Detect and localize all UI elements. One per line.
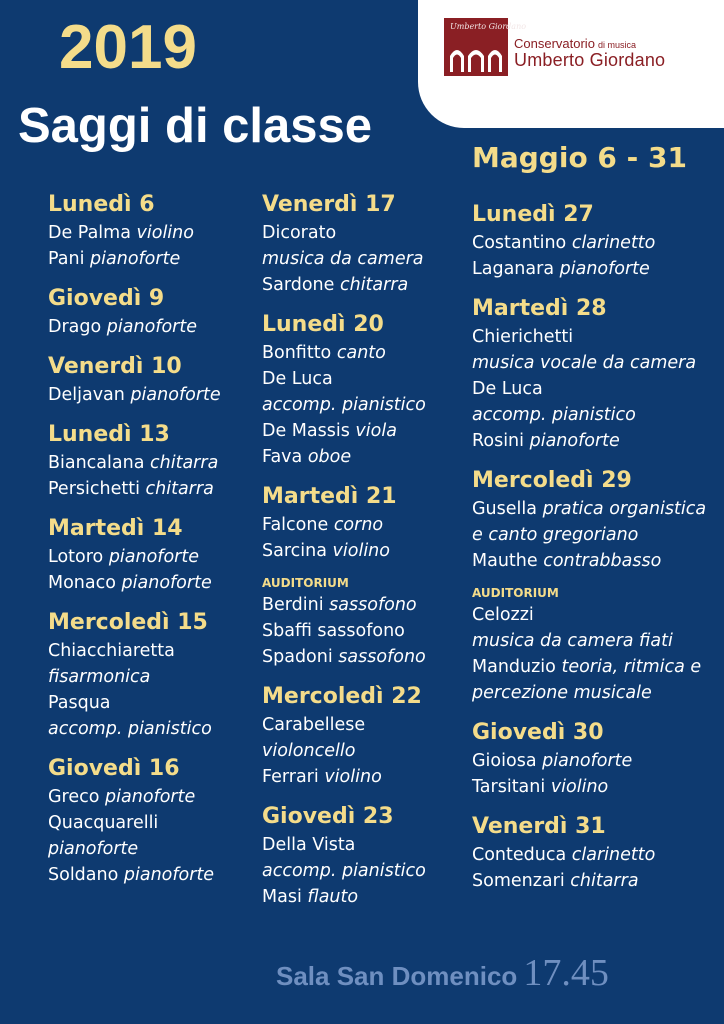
instrument-label: pianoforte <box>105 787 196 807</box>
performer-line <box>472 350 722 376</box>
year-heading: 2019 <box>59 13 197 82</box>
performer-line <box>262 644 502 670</box>
day-block <box>262 310 502 470</box>
performer-line <box>262 832 502 858</box>
performer-line <box>472 496 722 522</box>
instrument-label: pianoforte <box>48 839 139 859</box>
performer-line <box>472 868 722 894</box>
venue-footer <box>276 954 609 992</box>
performer-name: Quacquarelli <box>48 813 159 833</box>
day-heading: Mercoledì 15 <box>48 610 208 635</box>
instrument-label: fisarmonica <box>48 667 151 687</box>
instrument-label: pianoforte <box>90 249 181 269</box>
arches-icon <box>448 42 504 72</box>
performer-line <box>262 392 502 418</box>
instrument-label: violino <box>136 223 194 243</box>
logo-conservatorio: Conservatorio di musica <box>514 36 636 51</box>
performer-line <box>48 544 288 570</box>
performer-line <box>472 402 722 428</box>
performer-name: Celozzi <box>472 605 534 625</box>
day-block <box>262 190 502 298</box>
performer-line <box>472 654 722 680</box>
instrument-label: contrabbasso <box>543 551 662 571</box>
instrument-label: corno <box>333 515 384 535</box>
performer-line <box>262 246 502 272</box>
instrument-label: accomp. pianistico <box>262 861 426 881</box>
conservatory-logo-mark <box>444 18 527 76</box>
performer-line <box>262 444 502 470</box>
instrument-label: clarinetto <box>571 845 656 865</box>
day-block <box>48 608 288 742</box>
day-heading: Lunedì 6 <box>48 192 155 217</box>
instrument-label: canto <box>336 343 386 363</box>
instrument-label: flauto <box>307 887 359 907</box>
instrument-label: e canto gregoriano <box>472 525 639 545</box>
performer-line <box>262 366 502 392</box>
venue-name: Sala San Domenico <box>276 961 518 991</box>
performer-line <box>472 428 722 454</box>
logo-signature: Umberto Giordano <box>450 22 527 31</box>
performer-name: Gusella <box>472 499 537 519</box>
performer-name: Costantino <box>472 233 567 253</box>
day-block <box>472 200 722 282</box>
performer-name: De Massis <box>262 421 350 441</box>
performer-name: Mauthe <box>472 551 538 571</box>
instrument-label: pianoforte <box>121 573 212 593</box>
schedule-column-1 <box>48 190 288 888</box>
performer-name: Fava <box>262 447 303 467</box>
day-heading: Mercoledì 29 <box>472 468 632 493</box>
performer-line <box>262 272 502 298</box>
performer-name: Gioiosa <box>472 751 537 771</box>
instrument-label: accomp. pianistico <box>262 395 426 415</box>
page-title: Saggi di classe <box>18 99 373 153</box>
performer-name: Chiacchiaretta <box>48 641 175 661</box>
performer-line <box>472 230 722 256</box>
instrument-label: pianoforte <box>108 547 199 567</box>
day-block <box>48 514 288 596</box>
instrument-label: pianoforte <box>529 431 620 451</box>
day-heading: Mercoledì 22 <box>262 684 422 709</box>
performer-line <box>48 638 288 664</box>
day-heading: Venerdì 10 <box>48 354 182 379</box>
performer-line <box>48 690 288 716</box>
instrument-label: teoria, ritmica e <box>561 657 702 677</box>
performer-name: Pani <box>48 249 85 269</box>
performer-line <box>472 602 722 628</box>
instrument-label: pianoforte <box>123 865 215 885</box>
instrument-label: percezione musicale <box>472 683 652 703</box>
auditorium-subheading: AUDITORIUM <box>262 576 349 590</box>
performer-name: Drago <box>48 317 102 337</box>
performer-name: Manduzio <box>472 657 556 677</box>
performer-name: De Luca <box>472 379 543 399</box>
performer-line <box>48 570 288 596</box>
day-block <box>472 466 722 706</box>
performer-name: Lotoro <box>48 547 104 567</box>
instrument-label: sassofono <box>338 647 426 667</box>
event-time: 17.45 <box>523 952 609 994</box>
day-heading: Venerdì 31 <box>472 814 606 839</box>
day-heading: Giovedì 30 <box>472 720 604 745</box>
instrument-label: clarinetto <box>571 233 656 253</box>
schedule-column-2 <box>262 190 502 910</box>
performer-name: Chierichetti <box>472 327 574 347</box>
performer-name: Laganara <box>472 259 555 279</box>
performer-line <box>48 836 288 862</box>
performer-line <box>472 522 722 548</box>
performer-name: Persichetti <box>48 479 140 499</box>
performer-line <box>262 764 502 790</box>
day-block <box>48 190 288 272</box>
performer-line <box>48 476 288 502</box>
performer-line <box>48 246 288 272</box>
day-heading: Lunedì 27 <box>472 202 594 227</box>
performer-line <box>48 716 288 742</box>
day-block <box>262 682 502 790</box>
instrument-label: sassofono <box>329 595 417 615</box>
performer-line <box>472 324 722 350</box>
performer-name: Masi <box>262 887 302 907</box>
performer-name: Ferrari <box>262 767 319 787</box>
period-heading: Maggio 6 - 31 <box>472 141 687 174</box>
performer-name: Rosini <box>472 431 525 451</box>
logo-panel <box>418 0 724 128</box>
performer-line <box>262 512 502 538</box>
instrument-label: chitarra <box>150 453 219 473</box>
instrument-label: violoncello <box>262 741 356 761</box>
instrument-label: violino <box>332 541 390 561</box>
day-block <box>472 718 722 800</box>
performer-name: De Luca <box>262 369 333 389</box>
performer-line <box>472 748 722 774</box>
performer-line <box>472 628 722 654</box>
instrument-label: oboe <box>307 447 352 467</box>
instrument-label: pianoforte <box>542 751 633 771</box>
day-block <box>472 812 722 894</box>
day-block <box>262 802 502 910</box>
instrument-label: accomp. pianistico <box>472 405 636 425</box>
instrument-label: accomp. pianistico <box>48 719 212 739</box>
instrument-label: musica da camera <box>262 249 424 269</box>
instrument-label: chitarra <box>145 479 214 499</box>
performer-line <box>262 858 502 884</box>
day-block <box>472 294 722 454</box>
instrument-label: violino <box>324 767 382 787</box>
performer-line <box>262 538 502 564</box>
instrument-label: musica da camera fiati <box>472 631 673 651</box>
performer-line <box>48 220 288 246</box>
performer-name: De Palma <box>48 223 131 243</box>
day-block <box>262 482 502 670</box>
performer-line <box>48 664 288 690</box>
day-block <box>48 754 288 888</box>
schedule-column-3 <box>472 200 722 894</box>
day-heading: Lunedì 13 <box>48 422 170 447</box>
instrument-label: pianoforte <box>130 385 221 405</box>
performer-name: Spadoni <box>262 647 333 667</box>
performer-line <box>472 256 722 282</box>
performer-line <box>48 450 288 476</box>
performer-name: Sardone <box>262 275 335 295</box>
instrument-label: pratica organistica <box>542 499 707 519</box>
performer-name: Conteduca <box>472 845 567 865</box>
performer-line <box>262 418 502 444</box>
performer-name: Greco <box>48 787 100 807</box>
day-heading: Venerdì 17 <box>262 192 396 217</box>
performer-line <box>48 382 288 408</box>
day-block <box>48 420 288 502</box>
day-block <box>48 352 288 408</box>
performer-name: Carabellese <box>262 715 366 735</box>
instrument-label: viola <box>355 421 397 441</box>
performer-name: Biancalana <box>48 453 145 473</box>
instrument-label: violino <box>550 777 609 797</box>
performer-line <box>48 784 288 810</box>
performer-line <box>262 592 502 618</box>
performer-name: Monaco <box>48 573 116 593</box>
performer-name: Sarcina <box>262 541 327 561</box>
day-heading: Giovedì 9 <box>48 286 165 311</box>
performer-name: Tarsitani <box>472 777 546 797</box>
performer-line <box>262 738 502 764</box>
performer-line <box>262 618 502 644</box>
performer-line <box>48 810 288 836</box>
performer-name: Falcone <box>262 515 329 535</box>
instrument-label: chitarra <box>339 275 409 295</box>
performer-line <box>262 220 502 246</box>
day-heading: Martedì 14 <box>48 516 183 541</box>
day-heading: Giovedì 23 <box>262 804 394 829</box>
day-heading: Martedì 21 <box>262 484 397 509</box>
instrument-label: chitarra <box>570 871 639 891</box>
performer-name: Della Vista <box>262 835 356 855</box>
performer-name: Pasqua <box>48 693 111 713</box>
performer-name: Sbaffi sassofono <box>262 621 405 641</box>
performer-name: Dicorato <box>262 223 337 243</box>
performer-line <box>48 862 288 888</box>
performer-line <box>262 884 502 910</box>
performer-line <box>262 712 502 738</box>
day-heading: Lunedì 20 <box>262 312 384 337</box>
performer-line <box>472 774 722 800</box>
day-heading: Giovedì 16 <box>48 756 180 781</box>
day-heading: Martedì 28 <box>472 296 607 321</box>
day-block <box>48 284 288 340</box>
performer-line <box>472 548 722 574</box>
auditorium-subheading: AUDITORIUM <box>472 586 559 600</box>
instrument-label: pianoforte <box>559 259 650 279</box>
performer-name: Soldano <box>48 865 119 885</box>
performer-name: Berdini <box>262 595 324 615</box>
performer-name: Somenzari <box>472 871 565 891</box>
logo-name: Umberto Giordano <box>514 50 666 70</box>
performer-name: Bonfitto <box>262 343 332 363</box>
performer-line <box>48 314 288 340</box>
performer-name: Deljavan <box>48 385 125 405</box>
performer-line <box>472 680 722 706</box>
performer-line <box>472 376 722 402</box>
performer-line <box>262 340 502 366</box>
instrument-label: musica vocale da camera <box>472 353 697 373</box>
instrument-label: pianoforte <box>106 317 197 337</box>
performer-line <box>472 842 722 868</box>
